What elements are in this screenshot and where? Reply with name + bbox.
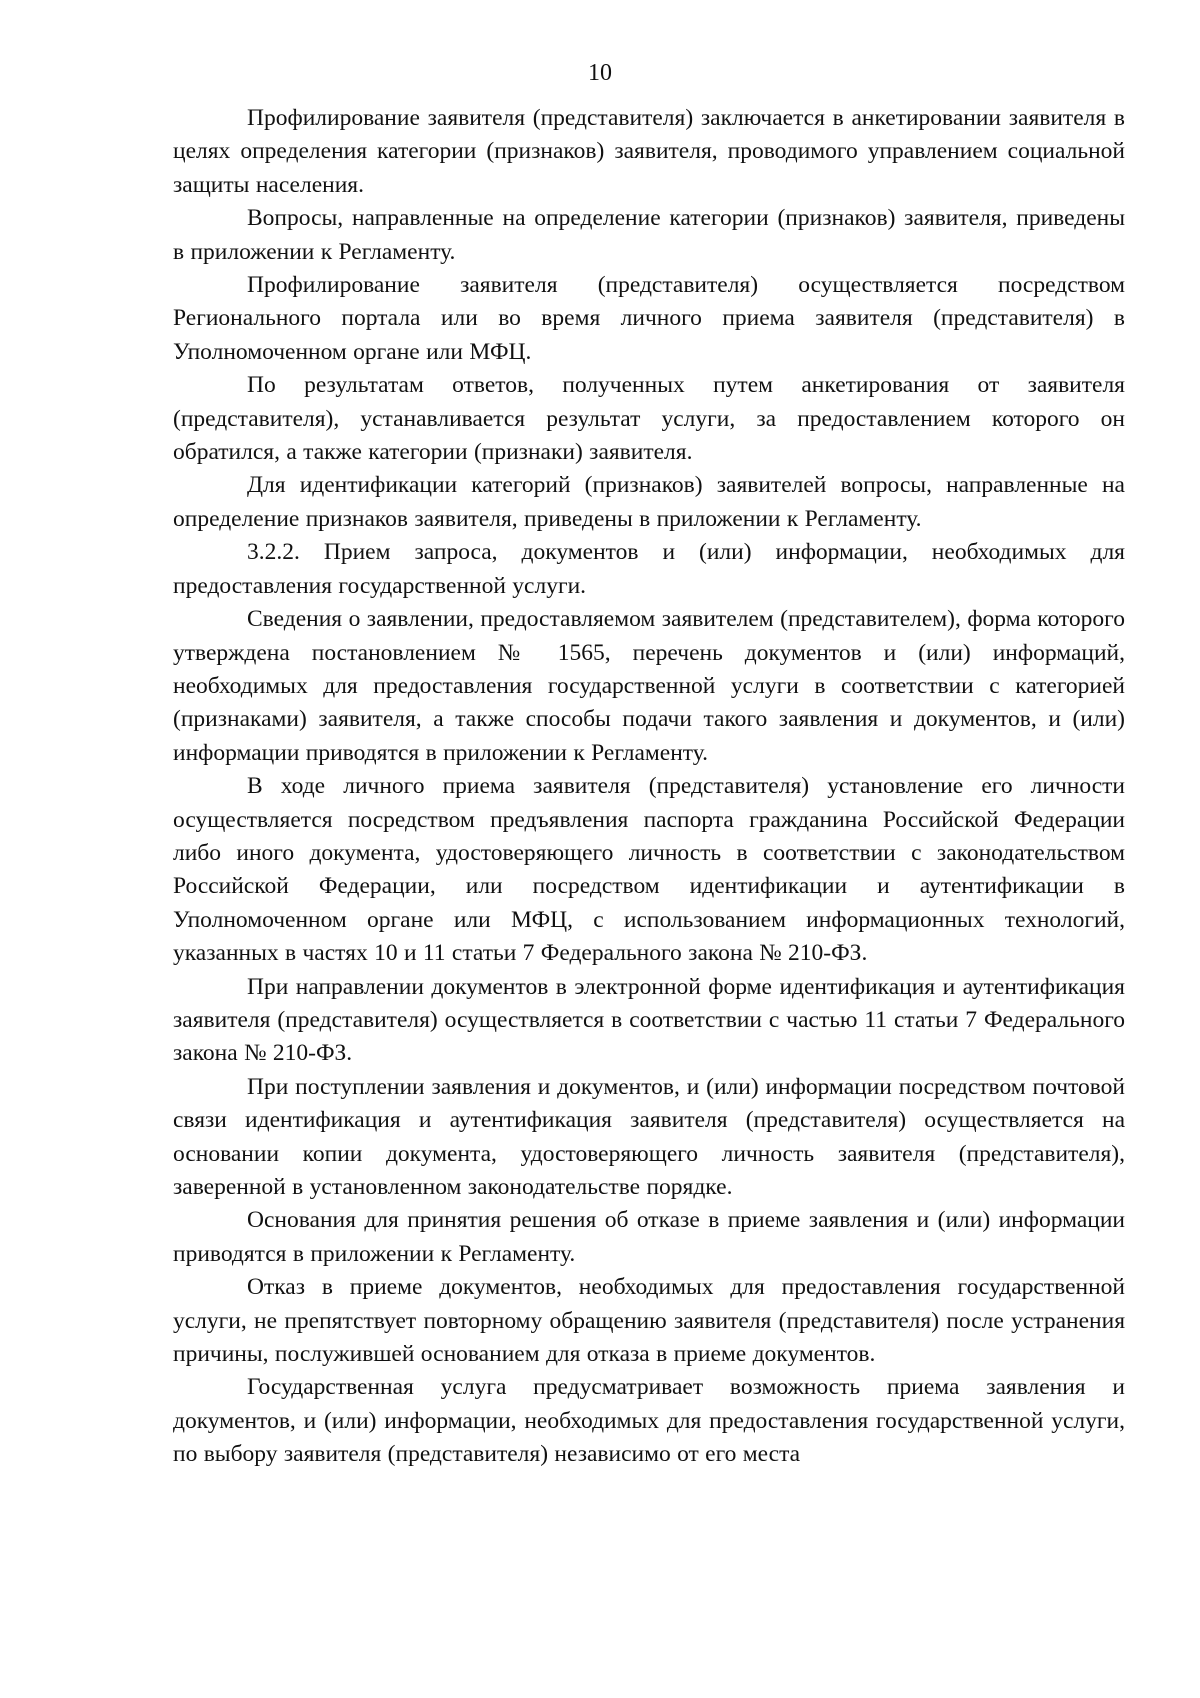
paragraph-postal-submission: При поступлении заявления и документов, и (или) информации посредством почтовой связи идентификация и аутентификация заявителя (представителя) осуществляется на основании копии документа, удостоверяющего личность заявителя (представителя), заверенной в установленном законодательстве порядке.	[173, 1073, 1125, 1200]
paragraph-profiling-definition: Профилирование заявителя (представителя) заключается в анкетировании заявителя в целях определения категории (признаков) заявителя, проводимого управлением социальной защиты населения.	[173, 105, 1125, 198]
paragraph-survey-results: По результатам ответов, полученных путем анкетирования от заявителя (представителя), устанавливается результат услуги, за предоставлением которого он обратился, а также категории (признаки) заявителя.	[173, 372, 1125, 466]
paragraph-identification-questions: Для идентификации категорий (признаков) заявителей вопросы, направленные на определение признаков заявителя, приведены в приложении к Регламенту.	[173, 472, 1125, 532]
paragraph-section-3-2-2: 3.2.2. Прием запроса, документов и (или) информации, необходимых для предоставления государственной услуги.	[173, 539, 1125, 599]
paragraph-refusal-grounds: Основания для принятия решения об отказе в приеме заявления и (или) информации приводятся в приложении к Регламенту.	[173, 1207, 1125, 1267]
paragraph-electronic-submission: При направлении документов в электронной форме идентификация и аутентификация заявителя (представителя) осуществляется в соответствии с частью 11 статьи 7 Федерального закона № 210-ФЗ.	[173, 973, 1125, 1067]
paragraph-personal-reception: В ходе личного приема заявителя (представителя) установление его личности осуществляется посредством предъявления паспорта гражданина Российской Федерации либо иного документа, удостоверяющего личность в соответствии с законодательством Российской Федерации, или посредством идентификации и аутентификации в Уполномоченном органе или МФЦ, с использованием информационных технологий, указанных в частях 10 и 11 статьи 7 Федерального закона № 210-ФЗ.	[173, 773, 1125, 967]
paragraph-profiling-channels: Профилирование заявителя (представителя) осуществляется посредством Регионального портала или во время личного приема заявителя (представителя) в Уполномоченном органе или МФЦ.	[173, 272, 1125, 365]
body-text	[173, 102, 1125, 1472]
paragraph-application-info: Сведения о заявлении, предоставляемом заявителем (представителем), форма которого утверждена постановлением № 1565, перечень документов и (или) информаций, необходимых для предоставления государственной услуги в соответствии с категорией (признаками) заявителя, а также способы подачи такого заявления и документов, и (или) информации приводятся в приложении к Регламенту.	[173, 606, 1125, 766]
paragraph-questions: Вопросы, направленные на определение категории (признаков) заявителя, приведены в приложении к Регламенту.	[173, 205, 1125, 265]
page-number: 10	[588, 60, 612, 86]
paragraph-refusal-reapply: Отказ в приеме документов, необходимых для предоставления государственной услуги, не препятствует повторному обращению заявителя (представителя) после устранения причины, послужившей основанием для отказа в приеме документов.	[173, 1274, 1125, 1368]
paragraph-service-location: Государственная услуга предусматривает возможность приема заявления и документов, и (или) информации, необходимых для предоставления государственной услуги, по выбору заявителя (представителя) независимо от его места	[173, 1374, 1125, 1468]
